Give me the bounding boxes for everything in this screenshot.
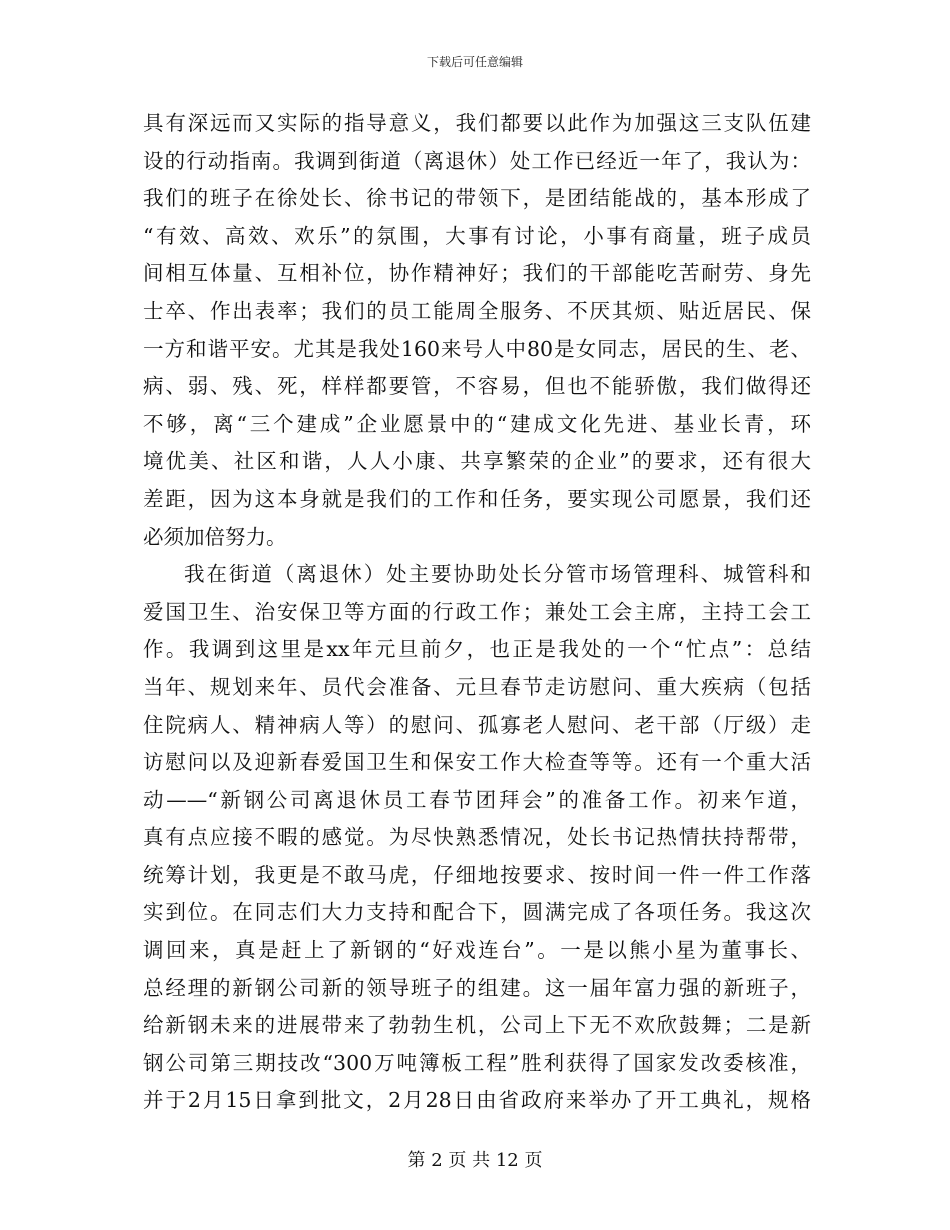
paragraph-2-line-12: 总经理的新钢公司新的领导班子的组建。这一届年富力强的新班子， (143, 975, 811, 1000)
paragraph-2-line-14: 钢公司第三期技改“300万吨簿板工程”胜利获得了国家发改委核准， (143, 1050, 811, 1075)
paragraph-2-line-3: 作。我调到这里是xx年元旦前夕，也正是我处的一个“忙点”：总结 (143, 637, 811, 662)
paragraph-2-line-15: 并于2月15日拿到批文，2月28日由省政府来举办了开工典礼，规格 (143, 1088, 811, 1113)
paragraph-2-line-11: 调回来，真是赶上了新钢的“好戏连台”。一是以熊小星为董事长、 (143, 938, 811, 963)
paragraph-1-line-2: 设的行动指南。我调到街道（离退休）处工作已经近一年了，我认为： (143, 148, 811, 173)
paragraph-2-line-4: 当年、规划来年、员代会准备、元旦春节走访慰问、重大疾病（包括 (143, 674, 811, 699)
page-footer (0, 1150, 950, 1172)
paragraph-2-line-7: 动——“新钢公司离退休员工春节团拜会”的准备工作。初来乍道， (143, 787, 811, 812)
paragraph-1-line-11: 差距，因为这本身就是我们的工作和任务，要实现公司愿景，我们还 (143, 486, 811, 511)
paragraph-1-line-12: 必须加倍努力。 (143, 524, 287, 549)
paragraph-2-line-10: 实到位。在同志们大力支持和配合下，圆满完成了各项任务。我这次 (143, 900, 811, 925)
document-body (143, 105, 811, 1120)
paragraph-2-line-5: 住院病人、精神病人等）的慰问、孤寡老人慰问、老干部（厅级）走 (143, 712, 811, 737)
paragraph-2-line-8: 真有点应接不暇的感觉。为尽快熟悉情况，处长书记热情扶持帮带， (143, 825, 811, 850)
paragraph-1-line-7: 一方和谐平安。尤其是我处160来号人中80是女同志，居民的生、老、 (143, 336, 811, 361)
paragraph-1-line-8: 病、弱、残、死，样样都要管，不容易，但也不能骄傲，我们做得还 (143, 374, 811, 399)
paragraph-2-line-6: 访慰问以及迎新春爱国卫生和保安工作大检查等等。还有一个重大活 (143, 750, 811, 775)
paragraph-2-line-13: 给新钢未来的进展带来了勃勃生机，公司上下无不欢欣鼓舞；二是新 (143, 1013, 811, 1038)
paragraph-1-line-6: 士卒、作出表率；我们的员工能周全服务、不厌其烦、贴近居民、保 (143, 298, 811, 323)
header-note: 下载后可任意编辑 (426, 55, 523, 69)
paragraph-1-line-1: 具有深远而又实际的指导意义，我们都要以此作为加强这三支队伍建 (143, 111, 811, 135)
paragraph-2-line-9: 统筹计划，我更是不敢马虎，仔细地按要求、按时间一件一件工作落 (143, 862, 811, 887)
paragraph-1-line-3: 我们的班子在徐处长、徐书记的带领下，是团结能战的，基本形成了 (143, 186, 811, 211)
paragraph-2-line-1: 我在街道（离退休）处主要协助处长分管市场管理科、城管科和 (184, 562, 811, 587)
page-header (0, 54, 950, 70)
paragraph-1-line-5: 间相互体量、互相补位，协作精神好；我们的干部能吃苦耐劳、身先 (143, 261, 811, 286)
page-number-label: 第 2 页 共 12 页 (407, 1150, 543, 1171)
paragraph-1-line-10: 境优美、社区和谐，人人小康、共享繁荣的企业”的要求，还有很大 (143, 449, 811, 474)
paragraph-1-line-4: “有效、高效、欢乐”的氛围，大事有讨论，小事有商量，班子成员 (143, 223, 811, 248)
paragraph-1-line-9: 不够，离“三个建成”企业愿景中的“建成文化先进、基业长青，环 (143, 411, 811, 436)
paragraph-2-line-2: 爱国卫生、治安保卫等方面的行政工作；兼处工会主席，主持工会工 (143, 599, 811, 624)
